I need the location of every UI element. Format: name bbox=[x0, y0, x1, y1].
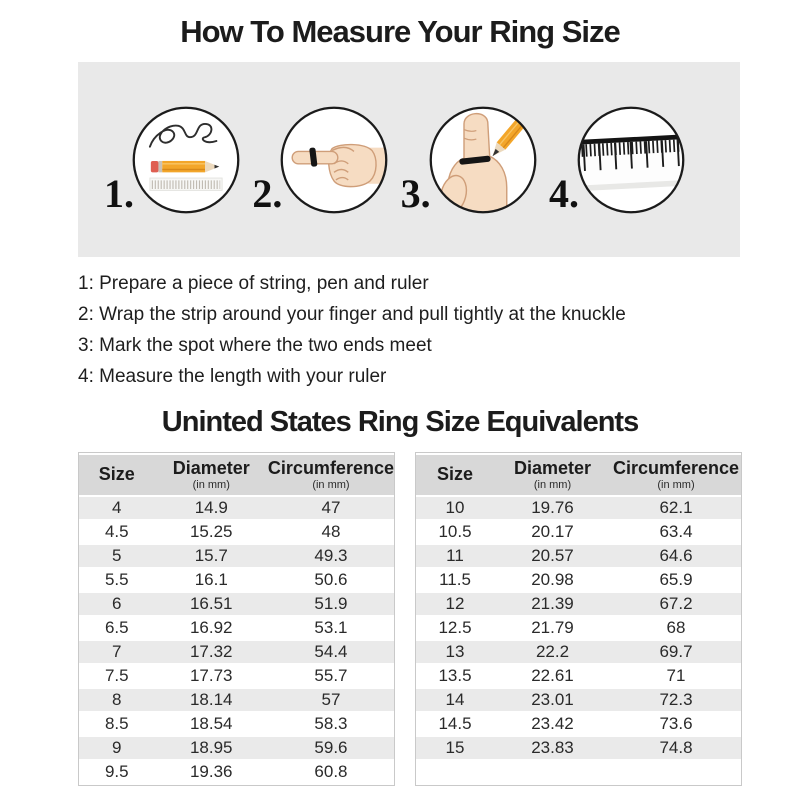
table-cell: 23.83 bbox=[494, 737, 611, 759]
table-cell: 15 bbox=[416, 737, 494, 759]
table-cell: 7 bbox=[79, 641, 155, 663]
table-cell: 4.5 bbox=[104, 522, 129, 541]
table-cell: 9.5 bbox=[104, 762, 129, 781]
instructions-list bbox=[78, 274, 800, 386]
table-cell: 62.1 bbox=[611, 497, 741, 519]
instruction-line-2: 2: Wrap the strip around your finger and pull tightly at the knuckle bbox=[78, 304, 626, 325]
step-2 bbox=[252, 103, 391, 217]
table-cell: 53.1 bbox=[314, 618, 348, 637]
table-cell: 7.5 bbox=[104, 666, 129, 685]
step-4 bbox=[549, 103, 688, 217]
table-row bbox=[416, 569, 741, 591]
column-header-size bbox=[79, 455, 155, 495]
step-3 bbox=[401, 103, 540, 217]
table-row bbox=[416, 521, 741, 543]
table-cell: 18.14 bbox=[155, 689, 268, 711]
table-cell: 72.3 bbox=[611, 689, 741, 711]
steps-illustration-band bbox=[78, 62, 740, 257]
table-cell: 16.92 bbox=[189, 618, 233, 637]
instruction-line-1: 1: Prepare a piece of string, pen and ruler bbox=[78, 273, 429, 294]
table-cell: 10 bbox=[416, 497, 494, 519]
table-cell: 11.5 bbox=[439, 570, 471, 589]
table-row bbox=[79, 689, 394, 711]
column-header-diameter bbox=[155, 455, 268, 495]
table-cell: 51.9 bbox=[268, 593, 394, 615]
column-unit: (in mm) bbox=[312, 479, 350, 491]
table-cell: 50.6 bbox=[314, 570, 348, 589]
table-row bbox=[79, 713, 394, 735]
table-cell: 22.61 bbox=[531, 666, 574, 685]
column-label: Circumference bbox=[267, 458, 394, 478]
table-row bbox=[79, 617, 394, 639]
table-row bbox=[416, 737, 741, 759]
table-cell: 71 bbox=[666, 666, 686, 685]
table-cell: 74.8 bbox=[611, 737, 741, 759]
table-row bbox=[416, 545, 741, 567]
column-unit: (in mm) bbox=[657, 479, 695, 491]
table-cell: 48 bbox=[321, 522, 341, 541]
table-row bbox=[416, 713, 741, 735]
table-cell: 6.5 bbox=[104, 618, 129, 637]
table-row bbox=[79, 569, 394, 591]
table-cell bbox=[416, 761, 494, 783]
table-cell: 17.32 bbox=[155, 641, 268, 663]
column-label: Size bbox=[98, 464, 135, 484]
table-cell: 15.7 bbox=[155, 545, 268, 567]
size-tables bbox=[78, 452, 800, 786]
table-cell: 69.7 bbox=[611, 641, 741, 663]
table-row bbox=[79, 593, 394, 615]
table-cell: 57 bbox=[268, 689, 394, 711]
table-cell: 5 bbox=[79, 545, 155, 567]
column-label: Circumference bbox=[612, 458, 740, 478]
table-cell: 14 bbox=[416, 689, 494, 711]
step-1-number: 1. bbox=[104, 170, 134, 216]
table-cell: 19.36 bbox=[189, 762, 233, 781]
column-header-circumference bbox=[268, 455, 394, 495]
column-unit: (in mm) bbox=[192, 479, 230, 491]
table-header-row bbox=[79, 455, 394, 495]
table-row bbox=[416, 665, 741, 687]
table-cell: 15.25 bbox=[189, 522, 233, 541]
table-cell: 65.9 bbox=[659, 570, 693, 589]
table-cell: 20.98 bbox=[531, 570, 574, 589]
column-header-size bbox=[416, 455, 494, 495]
table-cell: 68 bbox=[666, 618, 686, 637]
ruler-icon bbox=[574, 103, 688, 217]
table-cell: 13 bbox=[416, 641, 494, 663]
table-cell: 18.95 bbox=[155, 737, 268, 759]
table-cell: 60.8 bbox=[314, 762, 348, 781]
table-cell: 6 bbox=[79, 593, 155, 615]
table-row bbox=[79, 497, 394, 519]
mark-string-pencil-icon bbox=[426, 103, 540, 217]
step-2-number: 2. bbox=[252, 170, 283, 216]
page-title: How To Measure Your Ring Size bbox=[180, 14, 620, 49]
table-cell: 11 bbox=[416, 545, 494, 567]
column-unit: (in mm) bbox=[533, 479, 572, 491]
table-cell: 12 bbox=[416, 593, 494, 615]
table-row bbox=[416, 593, 741, 615]
table-title: Uninted States Ring Size Equivalents bbox=[161, 406, 639, 438]
table-cell: 21.79 bbox=[531, 618, 574, 637]
table-header-row bbox=[416, 455, 741, 495]
table-cell: 67.2 bbox=[611, 593, 741, 615]
table-cell: 59.6 bbox=[268, 737, 394, 759]
table-cell: 63.4 bbox=[659, 522, 693, 541]
table-cell bbox=[494, 761, 611, 783]
table-cell: 19.76 bbox=[494, 497, 611, 519]
table-cell: 16.1 bbox=[194, 570, 228, 589]
table-row bbox=[416, 617, 741, 639]
table-cell: 17.73 bbox=[189, 666, 233, 685]
table-row bbox=[79, 521, 394, 543]
table-cell: 8 bbox=[79, 689, 155, 711]
step-3-number: 3. bbox=[400, 170, 431, 216]
table-row bbox=[79, 761, 394, 783]
column-label: Diameter bbox=[513, 458, 592, 478]
table-cell: 54.4 bbox=[268, 641, 394, 663]
table-row bbox=[416, 641, 741, 663]
table-row bbox=[416, 761, 741, 783]
table-cell: 21.39 bbox=[494, 593, 611, 615]
table-cell: 14.9 bbox=[155, 497, 268, 519]
table-cell: 73.6 bbox=[659, 714, 693, 733]
table-cell: 8.5 bbox=[104, 714, 129, 733]
table-cell: 13.5 bbox=[438, 666, 472, 685]
table-cell: 5.5 bbox=[104, 570, 129, 589]
ring-size-table-left bbox=[78, 452, 395, 786]
table-cell: 23.42 bbox=[531, 714, 574, 733]
column-label: Diameter bbox=[172, 458, 250, 478]
table-row bbox=[416, 497, 741, 519]
table-row bbox=[79, 665, 394, 687]
table-row bbox=[79, 737, 394, 759]
table-cell: 20.57 bbox=[494, 545, 611, 567]
instruction-line-4: 4: Measure the length with your ruler bbox=[78, 366, 387, 387]
table-row bbox=[416, 689, 741, 711]
instruction-line-3: 3: Mark the spot where the two ends meet bbox=[78, 335, 432, 356]
table-cell: 64.6 bbox=[611, 545, 741, 567]
ring-size-table-right bbox=[415, 452, 742, 786]
table-cell: 22.2 bbox=[494, 641, 611, 663]
finger-wrapped-string-icon bbox=[277, 103, 391, 217]
table-cell: 14.5 bbox=[438, 714, 472, 733]
column-header-diameter bbox=[494, 455, 611, 495]
table-cell: 47 bbox=[268, 497, 394, 519]
step-1 bbox=[104, 103, 243, 217]
table-cell: 9 bbox=[79, 737, 155, 759]
table-cell: 18.54 bbox=[189, 714, 233, 733]
string-pencil-ruler-icon bbox=[129, 103, 243, 217]
step-4-number: 4. bbox=[548, 170, 579, 216]
table-cell: 58.3 bbox=[314, 714, 348, 733]
table-cell: 16.51 bbox=[155, 593, 268, 615]
table-cell bbox=[611, 761, 741, 783]
table-cell: 10.5 bbox=[438, 522, 472, 541]
table-cell: 12.5 bbox=[438, 618, 472, 637]
table-cell: 55.7 bbox=[314, 666, 348, 685]
table-row bbox=[79, 641, 394, 663]
column-header-circumference bbox=[611, 455, 741, 495]
table-cell: 4 bbox=[79, 497, 155, 519]
table-cell: 49.3 bbox=[268, 545, 394, 567]
table-cell: 23.01 bbox=[494, 689, 611, 711]
table-row bbox=[79, 545, 394, 567]
table-cell: 20.17 bbox=[531, 522, 574, 541]
column-label: Size bbox=[436, 464, 474, 484]
